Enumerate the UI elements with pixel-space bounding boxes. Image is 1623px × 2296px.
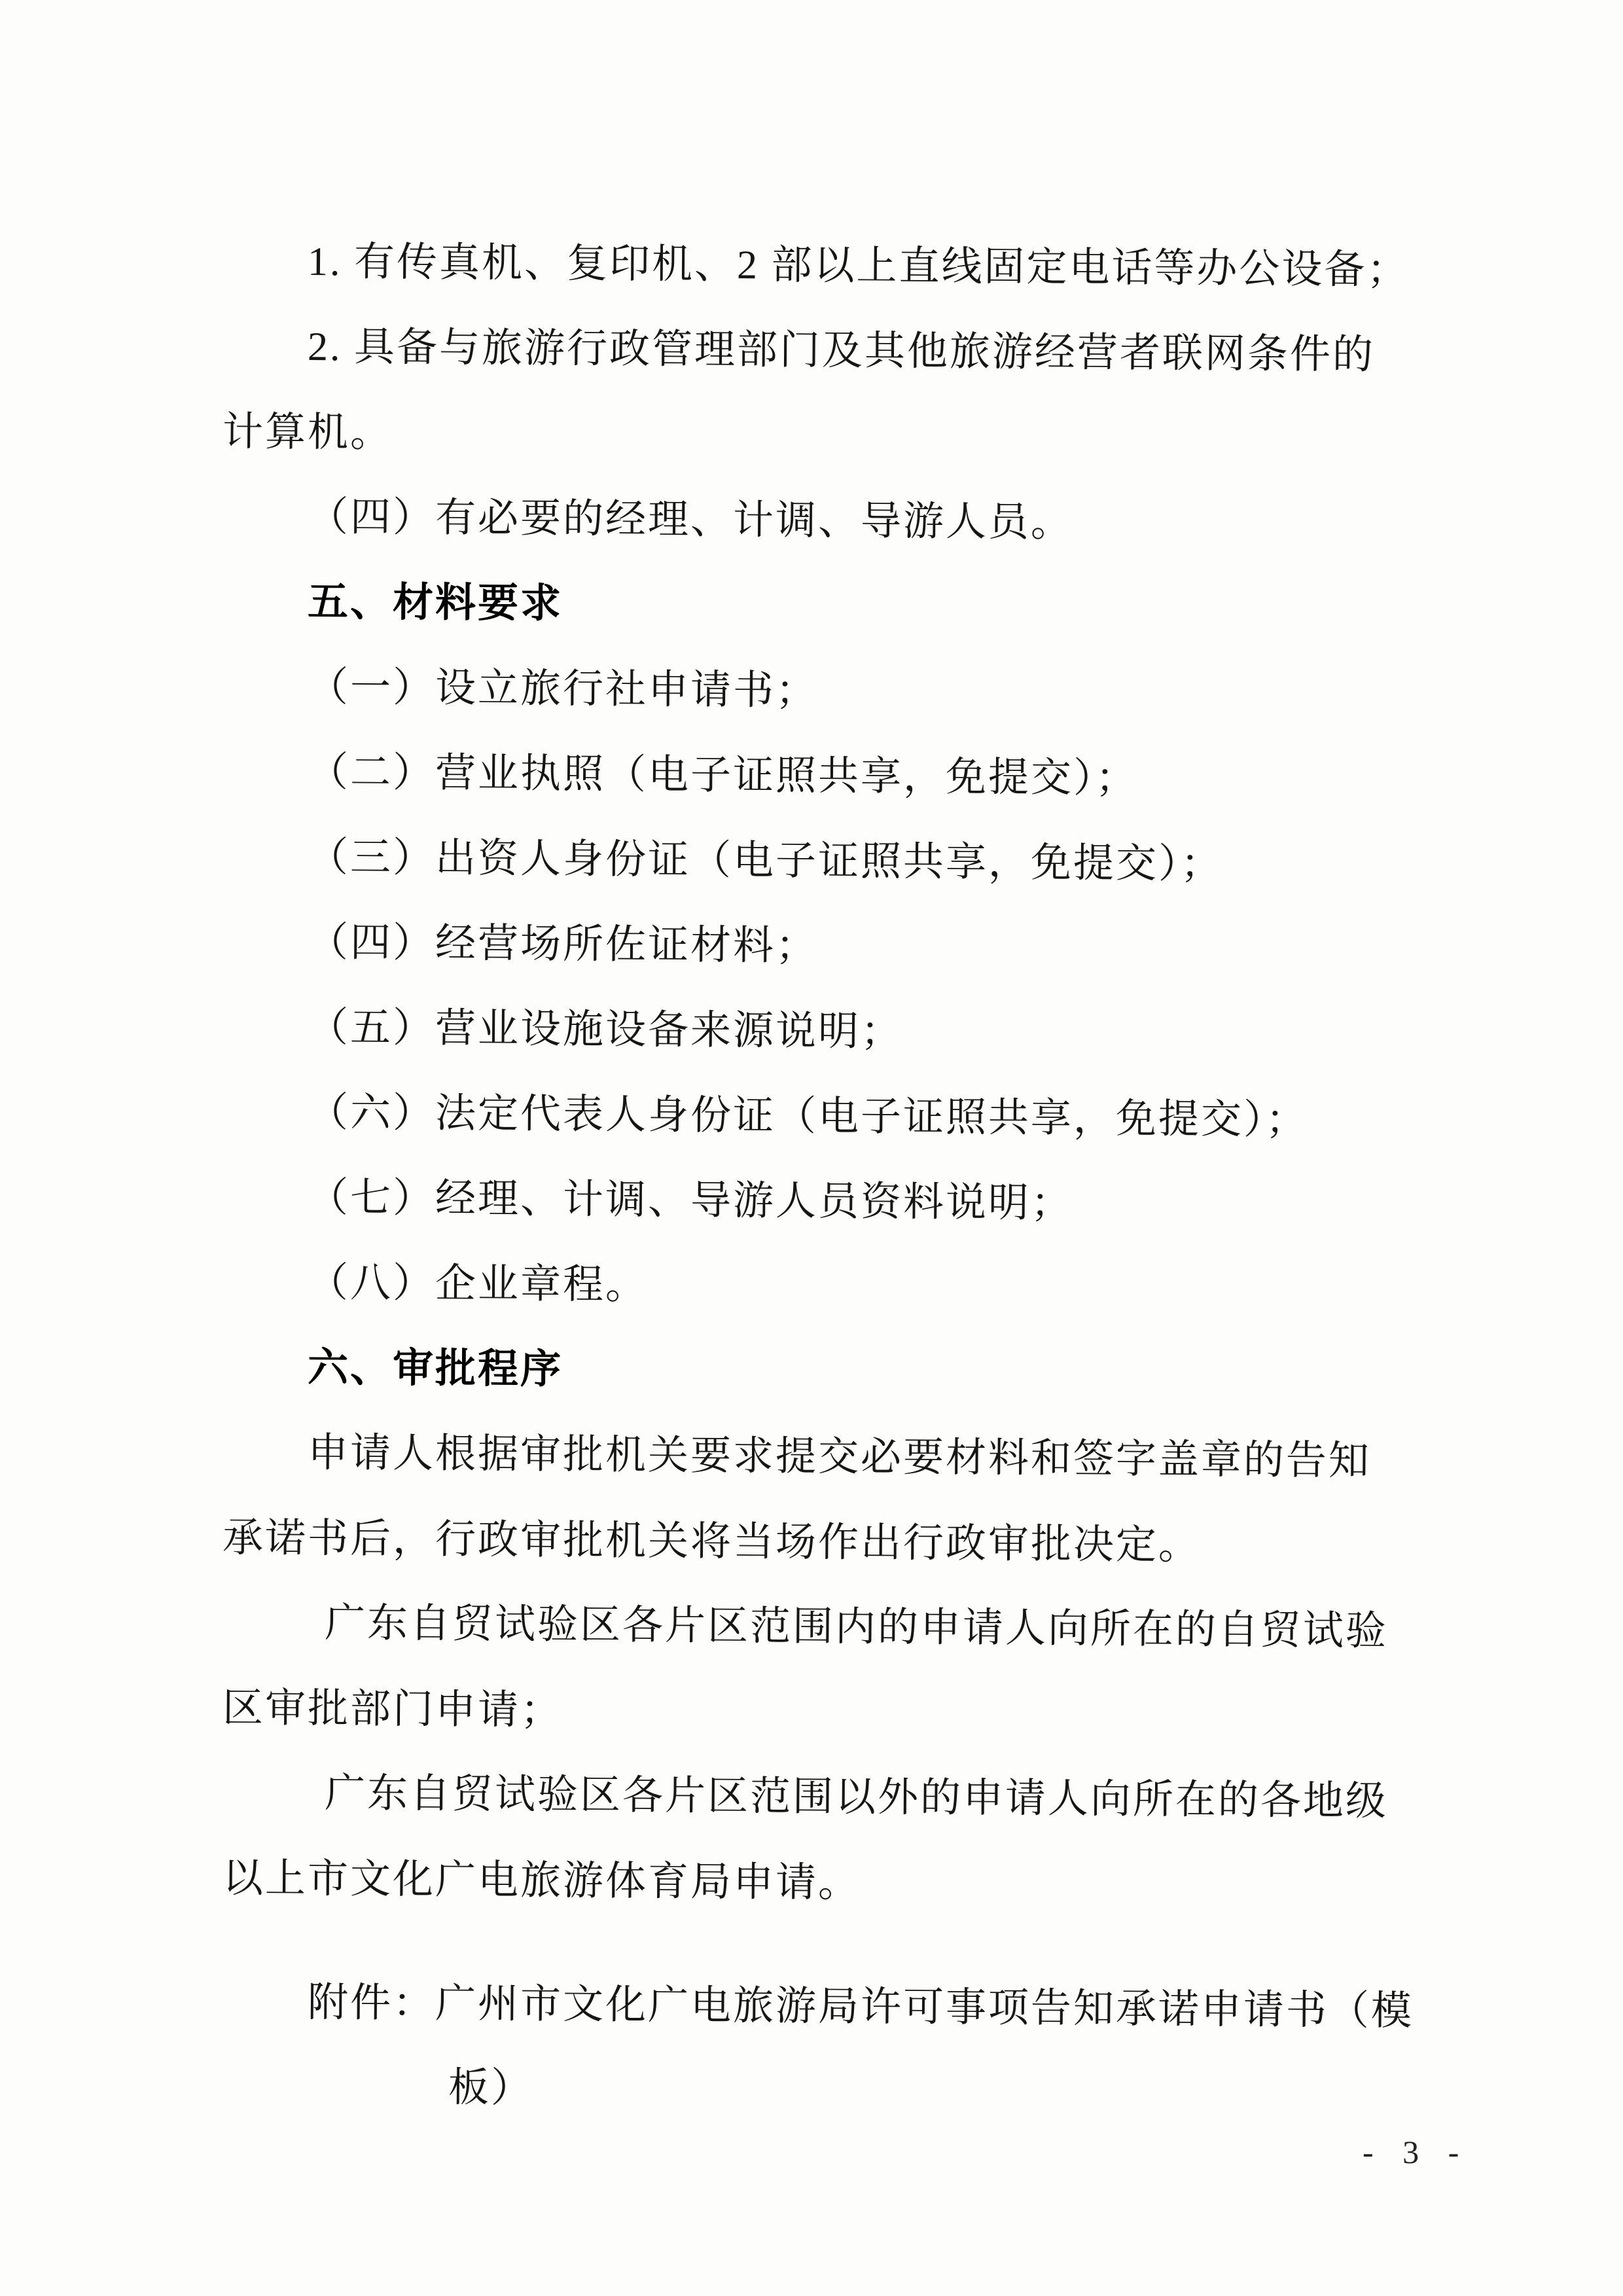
document-line: 申请人根据审批机关要求提交必要材料和签字盖章的告知 [307, 1431, 1372, 1484]
document-line: 板） [448, 2066, 533, 2111]
document-line: 2. 具备与旅游行政管理部门及其他旅游经营者联网条件的 [307, 325, 1376, 378]
document-line: （三）出资人身份证（电子证照共享，免提交）； [307, 835, 1224, 887]
section-heading: 六、审批程序 [307, 1345, 563, 1393]
document-line: 附件：广州市文化广电旅游局许可事项告知承诺申请书（模 [307, 1981, 1414, 2034]
page-number: - 3 - [1363, 2134, 1470, 2170]
document-line: （四）经营场所佐证材料； [307, 920, 819, 969]
document-line: （六）法定代表人身份证（电子证照共享，免提交）； [307, 1090, 1309, 1143]
document-line: 1. 有传真机、复印机、2 部以上直线固定电话等办公设备； [307, 240, 1410, 293]
section-heading: 五、材料要求 [307, 579, 563, 627]
document-line: 广东自贸试验区各片区范围内的申请人向所在的自贸试验 [324, 1601, 1389, 1654]
document-body [223, 219, 1420, 2130]
document-line: （七）经理、计调、导游人员资料说明； [307, 1175, 1074, 1227]
document-line: （五）营业设施设备来源说明； [307, 1005, 904, 1055]
document-line: 承诺书后，行政审批机关将当场作出行政审批决定。 [222, 1516, 1202, 1568]
document-line: （四）有必要的经理、计调、导游人员。 [307, 495, 1074, 546]
document-line: 区审批部门申请； [222, 1686, 563, 1734]
document-line: （八）企业章程。 [307, 1261, 649, 1308]
document-line: （二）营业执照（电子证照共享，免提交）； [307, 750, 1139, 801]
document-line: 以上市文化广电旅游体育局申请。 [222, 1856, 861, 1906]
document-line: 计算机。 [222, 410, 393, 456]
document-line: （一）设立旅行社申请书； [307, 665, 819, 714]
document-line: 广东自贸试验区各片区范围以外的申请人向所在的各地级 [324, 1771, 1389, 1824]
